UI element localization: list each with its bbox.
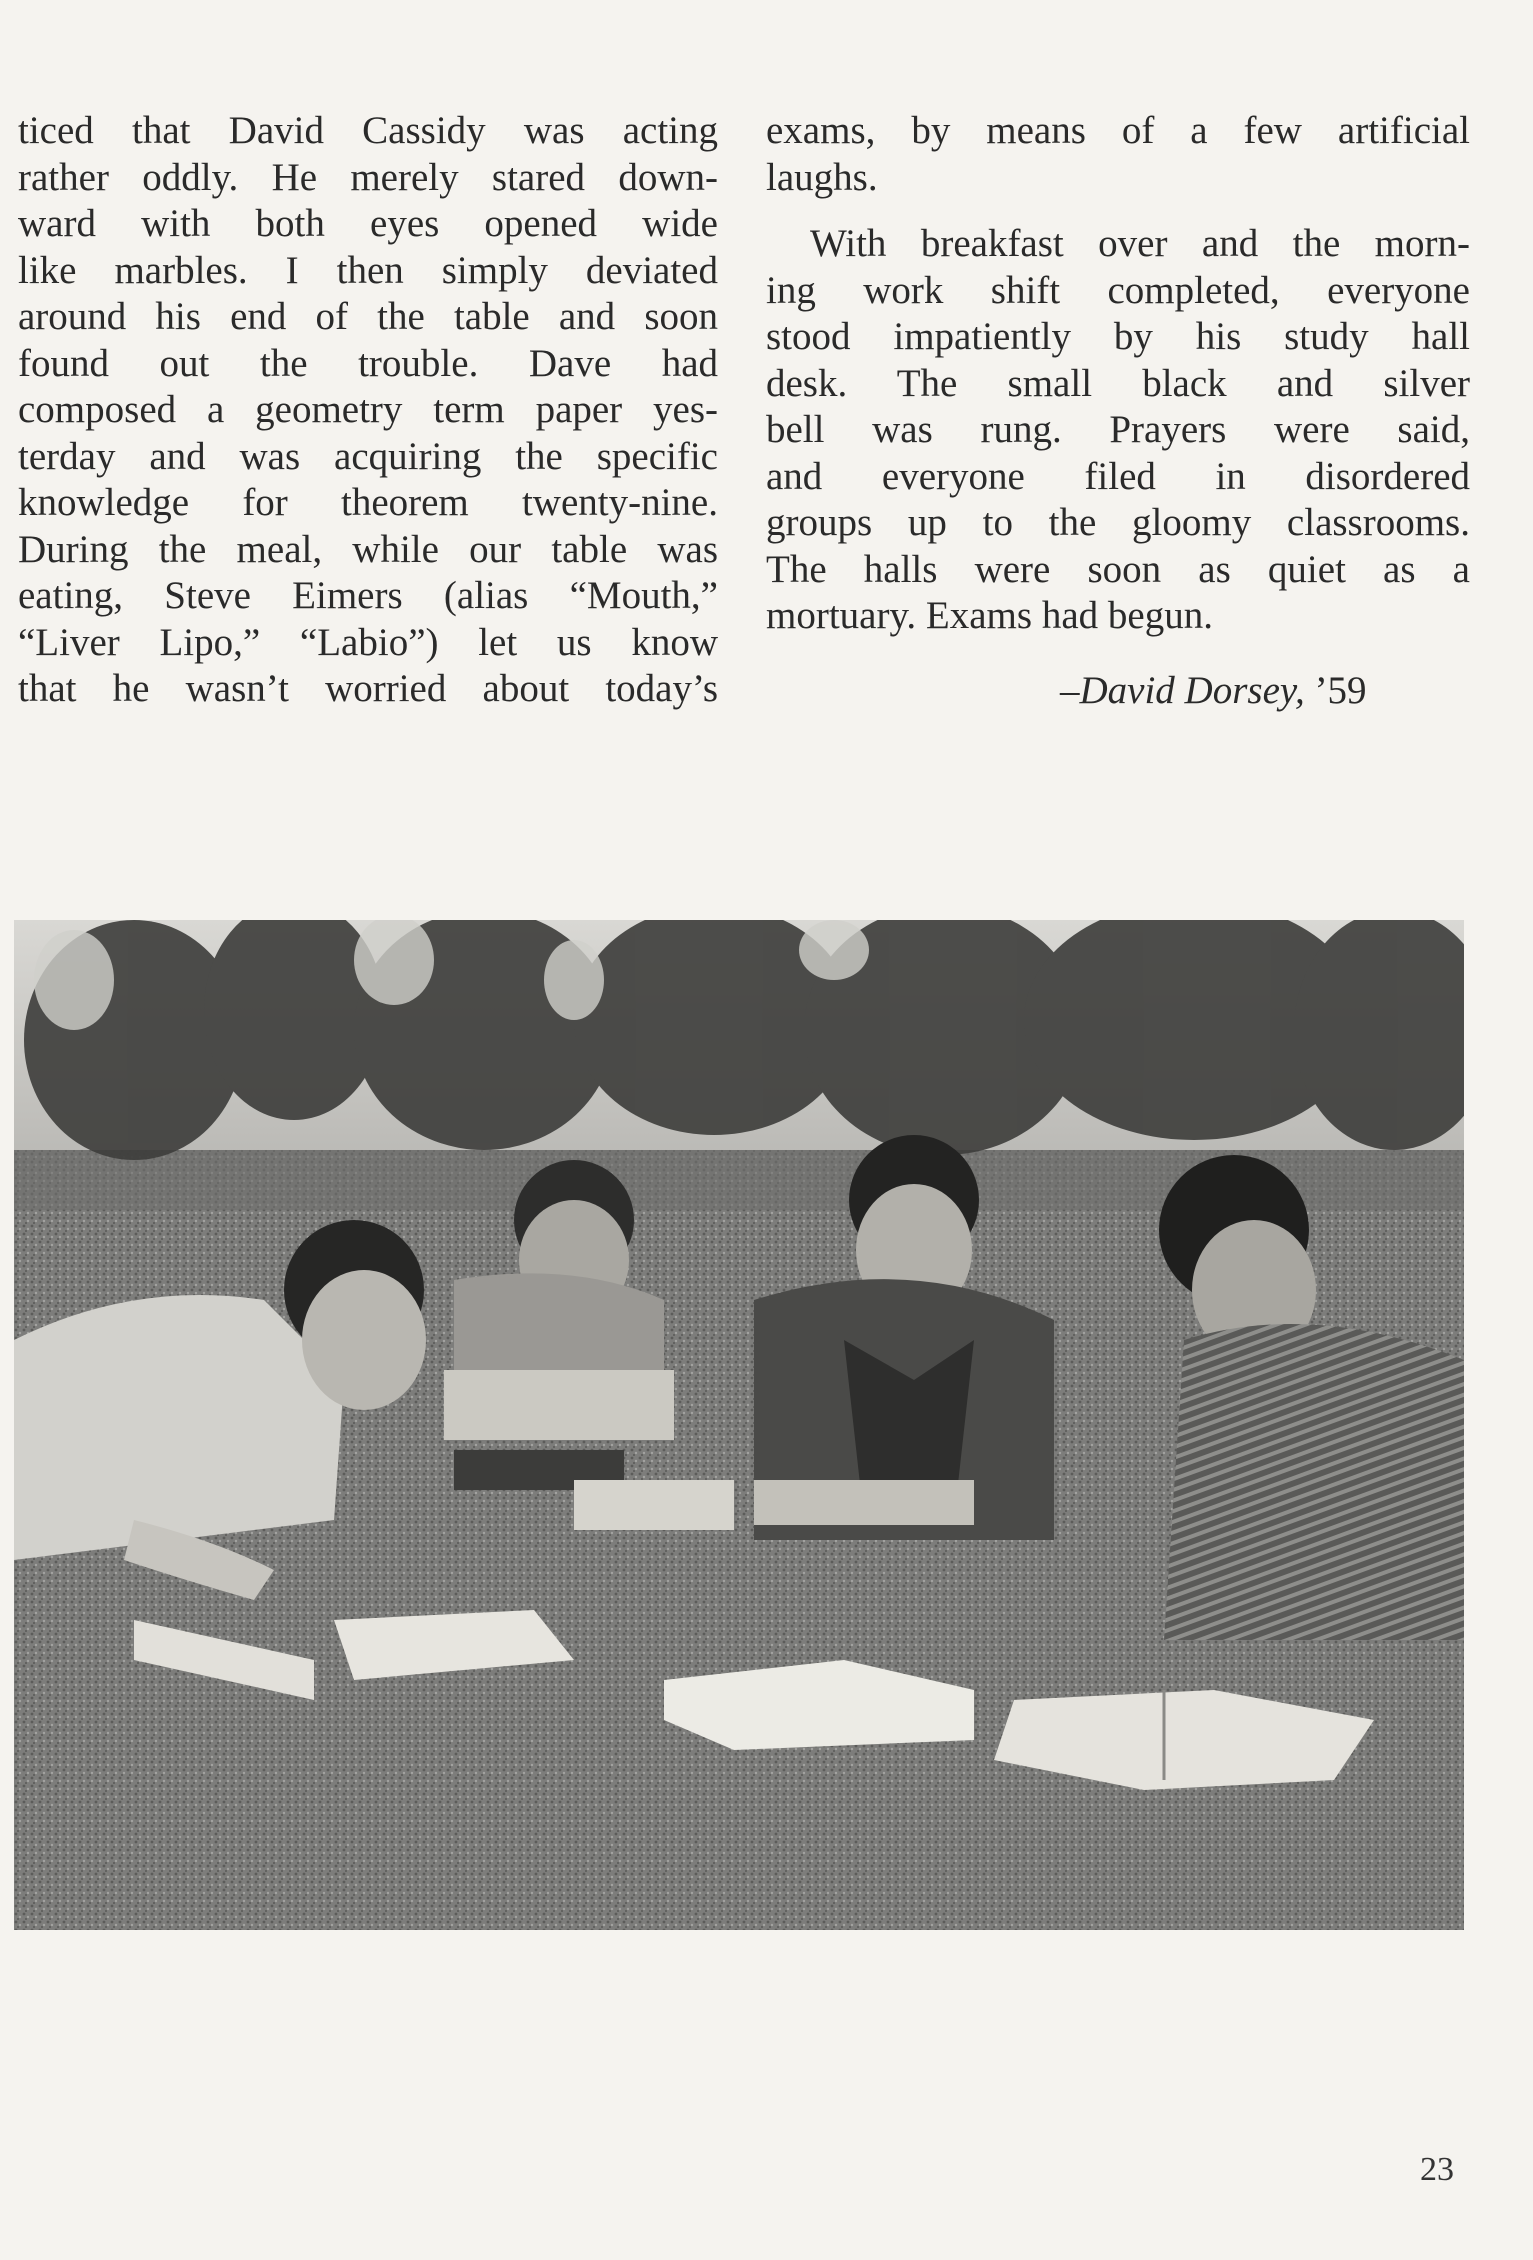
text-line: ward with both eyes opened wide: [18, 202, 718, 245]
author-name: –David Dorsey,: [1060, 669, 1305, 712]
text-line: rather oddly. He merely stared down-: [18, 155, 718, 199]
text-line: desk. The small black and silver: [766, 361, 1470, 405]
text-line: With breakfast over and the morn-: [810, 222, 1470, 265]
author-signature: [1060, 668, 1367, 714]
text-line: composed a geometry term paper yes-: [18, 388, 718, 431]
article-left-column: [18, 108, 718, 713]
text-line: stood impatiently by his study hall: [766, 315, 1470, 358]
text-line: and everyone filed in disordered: [766, 454, 1470, 498]
text-line: exams, by means of a few artificial: [766, 109, 1470, 152]
text-line: ticed that David Cassidy was acting: [18, 109, 718, 152]
photo-illustration: [14, 920, 1464, 1930]
text-line: around his end of the table and soon: [18, 295, 718, 338]
text-line: found out the trouble. Dave had: [18, 341, 718, 385]
text-line: mortuary. Exams had begun.: [766, 594, 1213, 637]
author-class-year: ’59: [1304, 669, 1367, 712]
text-line: laughs.: [766, 155, 878, 199]
text-line: “Liver Lipo,” “Labio”) let us know: [18, 620, 718, 664]
text-line: like marbles. I then simply deviated: [18, 248, 718, 292]
text-line: During the meal, while our table was: [18, 527, 718, 571]
paragraph-gap: [766, 201, 1470, 221]
text-line: groups up to the gloomy classrooms.: [766, 501, 1470, 544]
text-line: terday and was acquiring the specific: [18, 434, 718, 478]
text-line: The halls were soon as quiet as a: [766, 547, 1470, 591]
students-studying-photo: [14, 920, 1464, 1930]
article-right-column: [766, 108, 1470, 640]
text-line: eating, Steve Eimers (alias “Mouth,”: [18, 574, 718, 617]
text-line: knowledge for theorem twenty-nine.: [18, 481, 718, 524]
text-line: that he wasn’t worried about today’s: [18, 667, 718, 710]
text-line: bell was rung. Prayers were said,: [766, 408, 1470, 451]
page-number: 23: [1420, 2151, 1454, 2188]
text-line: ing work shift completed, everyone: [766, 268, 1470, 312]
